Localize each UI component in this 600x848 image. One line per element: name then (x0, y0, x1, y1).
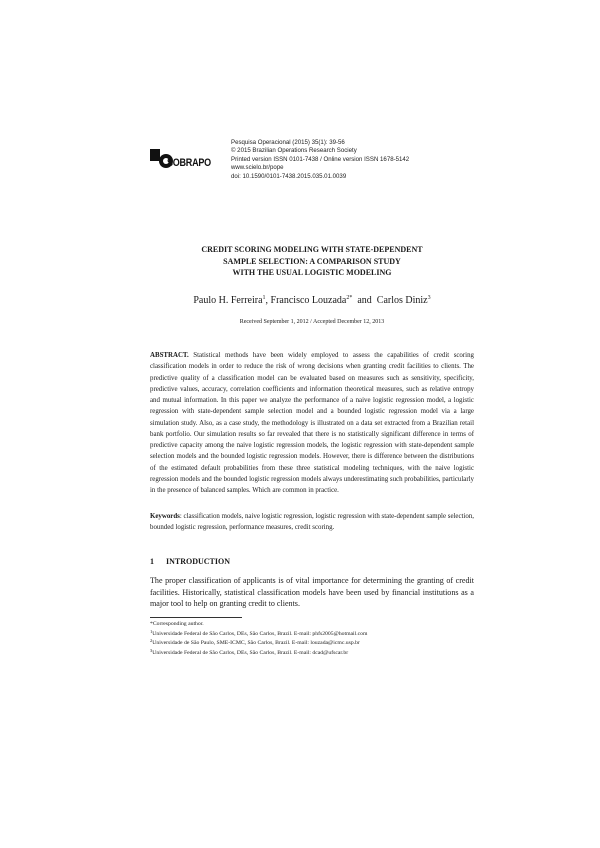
footnote-divider (150, 617, 242, 618)
abstract-label: ABSTRACT. (150, 352, 189, 359)
footnote-text: Universidade Federal de São Carlos, DEs, São Carlos, Brazil. E-mail: dcad@ufscar.br (152, 649, 349, 656)
section-number: 1 (150, 557, 154, 566)
intro-paragraph: The proper classification of applicants is of vital importance for determining the granting of credit facilities. Historically, statistical classification models have been used by financial institutions as a major tool to help on granting credit to clients. (150, 576, 474, 609)
journal-copyright: © 2015 Brazilian Operations Research Society (231, 147, 357, 155)
author-affiliation-mark: 1 (262, 295, 266, 301)
author-conjunction: and (357, 295, 372, 306)
journal-website[interactable]: www.scielo.br/pope (231, 164, 284, 172)
logo-text: SOBRAPO (167, 157, 211, 169)
section-title: INTRODUCTION (166, 557, 231, 566)
footnote-item (150, 639, 367, 649)
author-affiliation-mark: 3 (427, 295, 431, 301)
author-name: Carlos Diniz (376, 295, 428, 306)
sobrapo-logo (150, 147, 230, 173)
footnotes (150, 620, 367, 658)
footnote-text: Universidade de São Paulo, SME-ICMC, São Carlos, Brazil. E-mail: louzada@icmc.usp.br (152, 640, 360, 647)
title-line: SAMPLE SELECTION: A COMPARISON STUDY (223, 256, 401, 266)
author-name: Francisco Louzada (270, 295, 347, 306)
author-affiliation-mark: 2* (346, 295, 353, 301)
footnote-item (150, 630, 367, 640)
footnote-mark: 1 (150, 628, 153, 634)
keywords-text: : classification models, naive logistic regression, logistic regression with state-dependent sample selection, bounded logistic regression, performance measures, credit scoring. (150, 513, 474, 532)
journal-issn: Printed version ISSN 0101-7438 / Online version ISSN 1678-5142 (231, 155, 410, 163)
keywords-label: Keywords (150, 513, 180, 520)
title-line: WITH THE USUAL LOGISTIC MODELING (232, 268, 392, 277)
received-dates: Received September 1, 2012 / Accepted December 12, 2013 (239, 319, 385, 325)
journal-doi[interactable]: doi: 10.1590/0101-7438.2015.035.01.0039 (231, 172, 347, 180)
section-heading (150, 557, 230, 566)
footnote-mark: 3 (150, 647, 153, 653)
abstract-text: Statistical methods have been widely employed to assess the capabilities of credit scoring classification models in order to reduce the risk of wrong decisions when granting credit facilities to clients. The predictive quality of a classification model can be evaluated based on measures such as sensitivity, specificity, predictive values, accuracy, correlation coefficients and information theoretical measures, such as relative entropy and mutual information. In this paper we analyze the performance of a naive logistic regression model, a logistic regression with state-dependent sample selection model and a bounded logistic regression model via a large simulation study. Also, as a case study, the methodology is illustrated on a data set extracted from a Brazilian retail bank portfolio. Our simulation results so far revealed that there is no statistically significant difference in terms of predictive capacity among the naive logistic regression models, the logistic regression with state-dependent sample selection models and the bounded logistic regression models. However, there is difference between the distributions of the estimated default probabilities from these three statistical modeling techniques, with the naive logistic regression models and the bounded logistic regression models always underestimating such probabilities, particularly in the presence of balanced samples. Which are common in practice. (150, 352, 474, 494)
footnote-item (150, 649, 367, 659)
title-line: CREDIT SCORING MODELING WITH STATE-DEPENDENT (201, 245, 423, 254)
paper-title (150, 244, 474, 279)
footnote-text: Universidade Federal de São Carlos, DEs, São Carlos, Brazil. E-mail: phfs2005@hotmail.com (152, 630, 368, 637)
author-list: Paulo H. Ferreira$^1$, Francisco Louzada$^{2*}$ and Carlos Diniz$^3$ (193, 295, 431, 306)
abstract (150, 350, 474, 496)
footnote-corresponding: *Corresponding author. (150, 621, 204, 627)
author-name: Paulo H. Ferreira (193, 295, 263, 306)
journal-citation: Pesquisa Operacional (2015) 35(1): 39-56 (231, 139, 345, 146)
journal-info (231, 139, 409, 181)
keywords (150, 511, 474, 534)
footnote-mark: 2 (150, 638, 153, 644)
